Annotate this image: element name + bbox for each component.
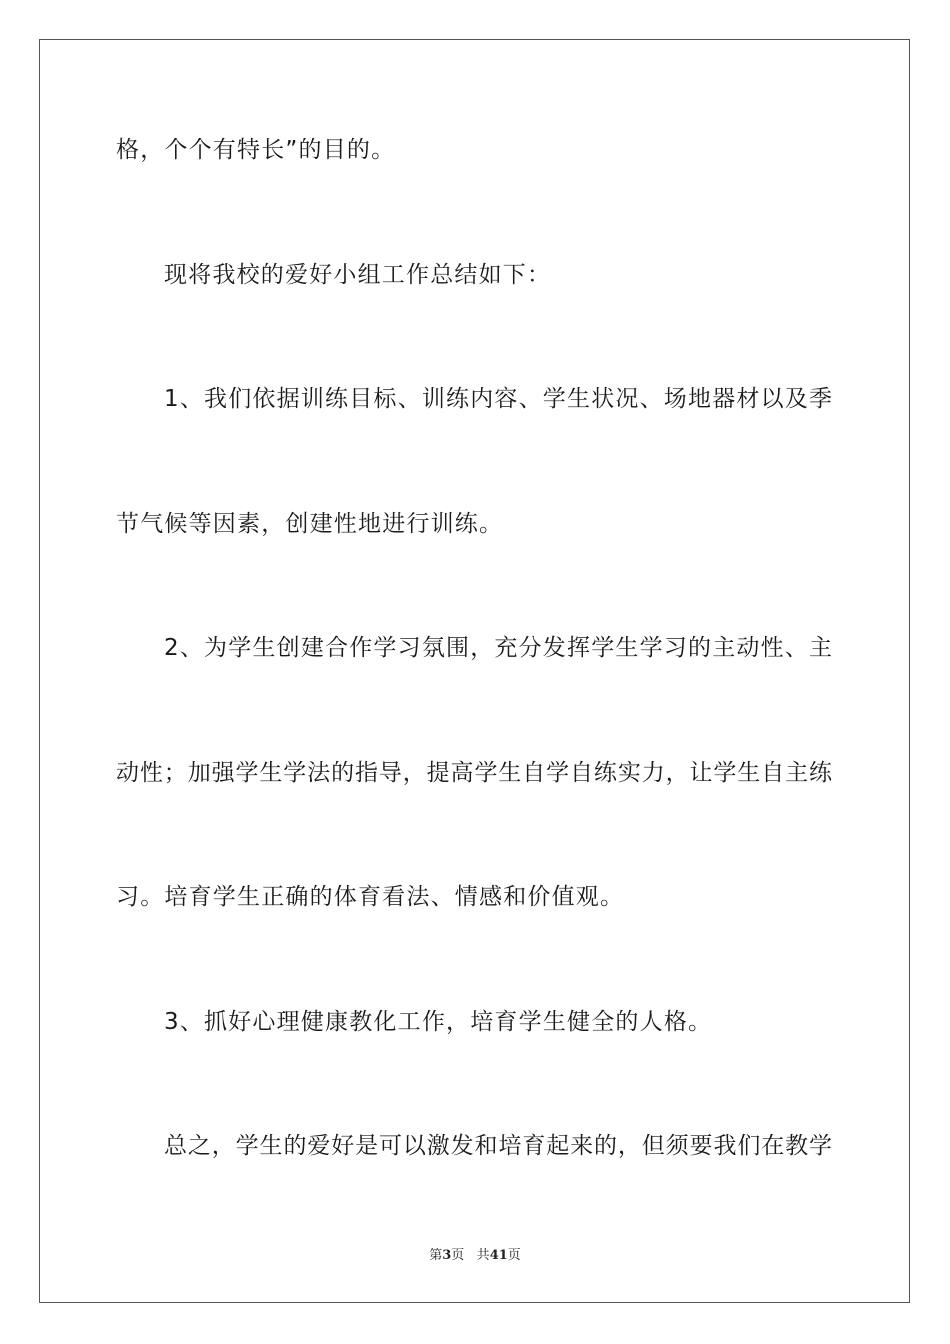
text-line-3: 1、我们依据训练目标、训练内容、学生状况、场地器材以及季: [164, 386, 832, 412]
total-pages: 41: [489, 1248, 508, 1263]
page-footer: [0, 1247, 950, 1265]
page-number: 3: [442, 1248, 452, 1263]
text-line-6: 动性；加强学生学法的指导，提高学生自学自练实力，让学生自主练: [116, 760, 832, 786]
text-line-9: 总之，学生的爱好是可以激发和培育起来的，但须要我们在教学: [164, 1133, 832, 1159]
total-prefix: 共: [476, 1248, 490, 1263]
page-prefix: 第: [429, 1248, 443, 1263]
text-line-2: 现将我校的爱好小组工作总结如下：: [164, 262, 552, 288]
text-line-4: 节气候等因素，创建性地进行训练。: [116, 511, 504, 537]
total-suffix: 页: [507, 1248, 521, 1263]
text-line-1: 格，个个有特长”的目的。: [116, 137, 396, 163]
page-suffix: 页: [451, 1248, 465, 1263]
text-line-8: 3、抓好心理健康教化工作，培育学生健全的人格。: [164, 1009, 713, 1035]
text-line-5: 2、为学生创建合作学习氛围，充分发挥学生学习的主动性、主: [164, 635, 832, 661]
text-line-7: 习。培育学生正确的体育看法、情感和价值观。: [116, 884, 625, 910]
page-border: [39, 39, 910, 1303]
